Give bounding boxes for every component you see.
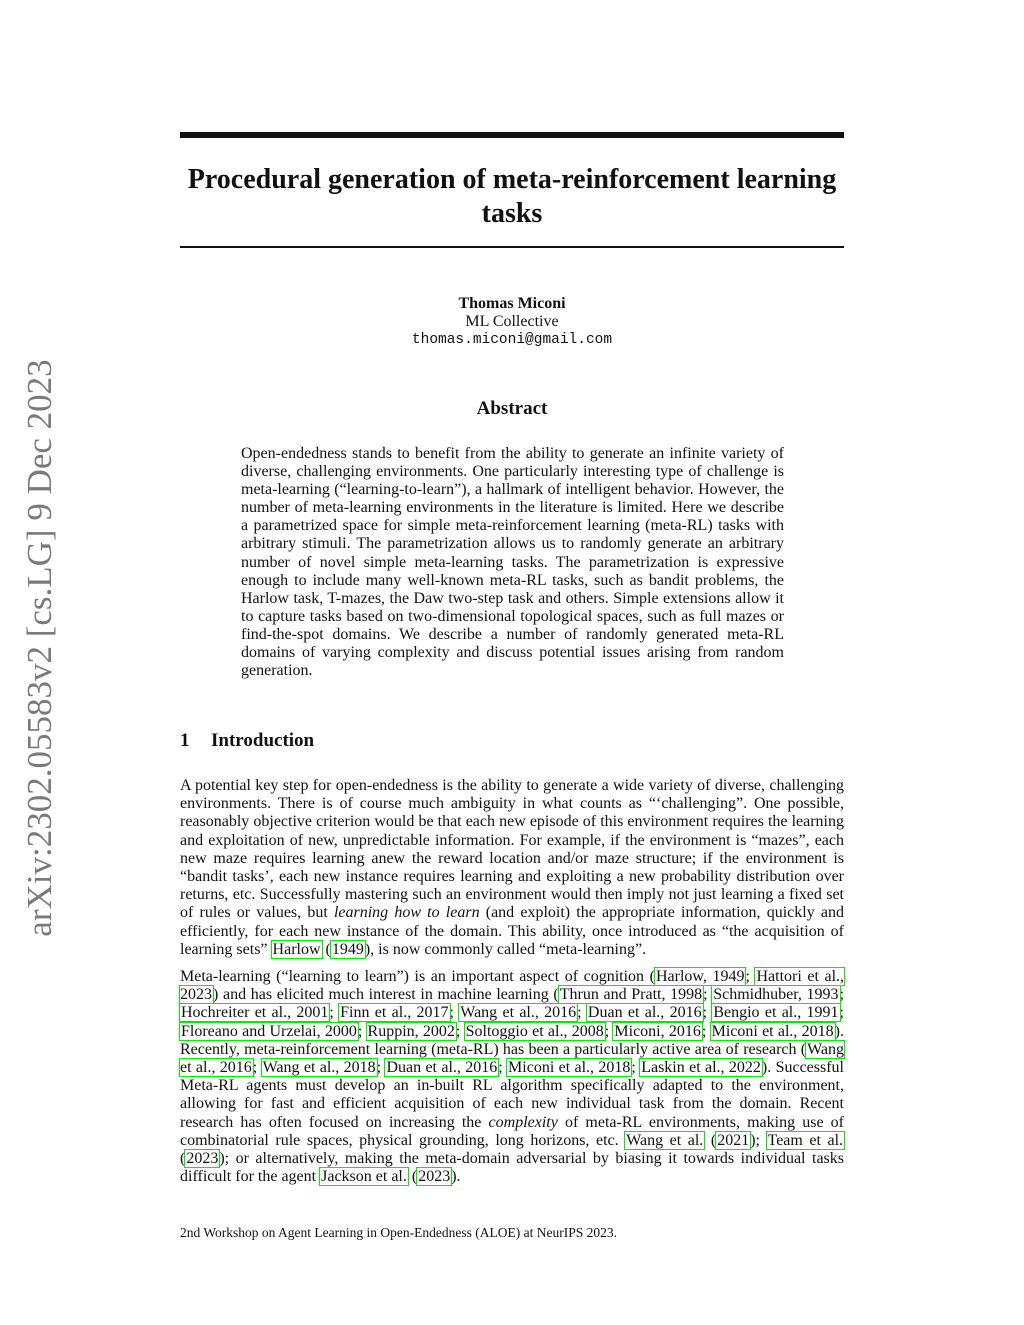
citation-link[interactable]: Wang et al., 2016 bbox=[460, 1004, 577, 1022]
paragraph-text: ; bbox=[498, 1059, 508, 1077]
citation-link[interactable]: Wang et al., 2016 bbox=[180, 1040, 844, 1077]
abstract-heading: Abstract bbox=[476, 398, 548, 419]
paragraph-text: ; bbox=[357, 1022, 367, 1040]
paragraph-text: of meta-RL environments, making use of combinatorial rule spaces, physical grounding, long horizons, etc. bbox=[180, 1113, 845, 1149]
paragraph-text: ). bbox=[451, 1168, 461, 1186]
author-affiliation: ML Collective bbox=[465, 313, 559, 330]
citation-link[interactable]: Duan et al., 2016 bbox=[386, 1059, 498, 1077]
emphasis-text: learning how to learn bbox=[333, 904, 480, 922]
citation-link[interactable]: Miconi et al., 2018 bbox=[508, 1059, 631, 1077]
citation-link[interactable]: Harlow, 1949 bbox=[655, 968, 745, 985]
paragraph-text: ( bbox=[704, 1131, 717, 1149]
citation-link[interactable]: Team et al. bbox=[767, 1131, 844, 1149]
citation-link[interactable]: Miconi, 2016 bbox=[614, 1022, 701, 1040]
arxiv-stamp bbox=[0, 360, 80, 935]
paragraph-text: ; bbox=[701, 1022, 711, 1040]
citation-link[interactable]: Laskin et al., 2022 bbox=[641, 1059, 761, 1077]
citation-link[interactable]: Soltoggio et al., 2008 bbox=[465, 1022, 604, 1040]
paragraph-text: ); or alternatively, making the meta-domain adversarial by biasing it towards individual tasks difficult for the agent bbox=[180, 1150, 844, 1186]
paragraph-text: ; bbox=[631, 1059, 641, 1077]
paragraph-text: ; bbox=[745, 968, 756, 985]
paragraph-text: ; bbox=[449, 1004, 460, 1022]
paragraph-text: A potential key step for open-endedness is the ability to generate a wide variety of diverse, challenging environments. There is of course much ambiguity in what counts as “‘challenging”. One possible, reasonably objective criterion would be that each new episode of this environment requires the learning and exploitation of new, unpredictable information. For example, if the environment is “mazes”, each new maze requires learning anew the reward location and/or maze structure; if the environment is “bandit tasks’, each new instance requires learning and exploiting a new probability distribution over returns, etc. Successfully mastering such an environment would then imply not just learning a fixed set of rules or values, but bbox=[180, 777, 844, 922]
citation-link[interactable]: Wang et al., 2018 bbox=[262, 1059, 376, 1077]
paragraph-text: Meta-learning (“learning to learn”) is an important aspect of cognition ( bbox=[180, 968, 655, 985]
citation-link[interactable]: Thrun and Pratt, 1998 bbox=[559, 986, 703, 1004]
citation-link[interactable]: Hattori et al., 2023 bbox=[180, 968, 845, 1004]
citation-link[interactable]: Duan et al., 2016 bbox=[587, 1004, 702, 1022]
author-name: Thomas Miconi bbox=[458, 295, 566, 312]
paragraph-text: ; bbox=[604, 1022, 614, 1040]
paragraph-text: ; bbox=[839, 1004, 844, 1022]
paper-title: Procedural generation of meta-reinforcement learning tasks bbox=[187, 164, 837, 229]
paragraph-text: ; bbox=[455, 1022, 465, 1040]
paragraph-text: ). Recently, meta-reinforcement learning (meta-RL) has been a particularly active area of research ( bbox=[180, 1022, 844, 1058]
paragraph-text: ; bbox=[839, 986, 845, 1004]
citation-link[interactable]: 2021 bbox=[717, 1131, 750, 1149]
paragraph-text: ) and has elicited much interest in machine learning ( bbox=[213, 986, 559, 1004]
paragraph-text: ), is now commonly called “meta-learning”. bbox=[364, 940, 647, 958]
author-block bbox=[180, 295, 844, 349]
paragraph-text: ; bbox=[252, 1059, 262, 1077]
section-title: Introduction bbox=[211, 730, 315, 751]
author-email: thomas.miconi@gmail.com bbox=[411, 332, 613, 348]
citation-link[interactable]: Bengio et al., 1991 bbox=[713, 1004, 839, 1022]
citation-link[interactable]: Miconi et al., 2018 bbox=[711, 1022, 834, 1040]
section-number: 1 bbox=[180, 730, 190, 751]
intro-paragraph-2 bbox=[180, 968, 844, 1186]
paragraph-text: (and exploit) the appropriate information, quickly and efficiently, for each new instance of the domain. This ability, once introduced as “the acquisition of learning sets” bbox=[180, 904, 844, 958]
paragraph-text: ; bbox=[329, 1004, 340, 1022]
paragraph-text: ). Successful Meta-RL agents must develop an in-built RL algorithm specifically adapted to the environment, allowing for fast and efficient acquisition of each new individual task from the domain. Recent research has often focused on increasing the bbox=[180, 1059, 844, 1131]
citation-link[interactable]: Jackson et al. bbox=[321, 1168, 407, 1186]
paragraph-text: ; bbox=[577, 1004, 587, 1022]
footnote: 2nd Workshop on Agent Learning in Open-Endedness (ALOE) at NeurIPS 2023. bbox=[180, 1225, 617, 1240]
citation-link[interactable]: Floreano and Urzelai, 2000 bbox=[181, 1022, 357, 1040]
paragraph-text: ( bbox=[180, 1150, 186, 1168]
intro-paragraph-1 bbox=[180, 777, 844, 959]
paragraph-text: ; bbox=[702, 1004, 713, 1022]
citation-link[interactable]: Wang et al. bbox=[626, 1131, 704, 1149]
section-heading bbox=[180, 730, 314, 752]
citation-link[interactable]: Finn et al., 2017 bbox=[340, 1004, 449, 1022]
abstract-text: Open-endedness stands to benefit from the ability to generate an infinite variety of diverse, challenging environments. One particularly interesting type of challenge is meta-learning (“learning-to-learn”), a hallmark of intelligent behavior. However, the number of meta-learning environments in the literature is limited. Here we describe a parametrized space for simple meta-reinforcement learning (meta-RL) tasks with arbitrary stimuli. The parametrization allows us to randomly generate an arbitrary number of novel simple meta-learning tasks. The parametrization is expressive enough to include many well-known meta-RL tasks, such as bandit problems, the Harlow task, T-mazes, the Daw two-step task and others. Simple extensions allow it to capture tasks based on two-dimensional topological spaces, such as full mazes or find-the-spot domains. We describe a number of randomly generated meta-RL domains of varying complexity and discuss potential issues arising from random generation. bbox=[241, 445, 784, 680]
citation-link[interactable]: Hochreiter et al., 2001 bbox=[181, 1004, 329, 1022]
paragraph-text: ); bbox=[750, 1131, 767, 1149]
title-rule-top bbox=[180, 132, 844, 138]
citation-link[interactable]: 2023 bbox=[186, 1150, 219, 1168]
citation-link[interactable]: 1949 bbox=[331, 940, 364, 958]
paragraph-text: ( bbox=[407, 1168, 418, 1186]
paragraph-text: ; bbox=[703, 986, 713, 1004]
paragraph-text: ( bbox=[321, 940, 331, 958]
citation-link[interactable]: Ruppin, 2002 bbox=[367, 1022, 455, 1040]
title-rule-bottom bbox=[180, 246, 844, 248]
paragraph-text: ; bbox=[376, 1059, 386, 1077]
arxiv-stamp-text: arXiv:2302.05583v2 [cs.LG] 9 Dec 2023 bbox=[20, 358, 59, 937]
citation-link[interactable]: Schmidhuber, 1993 bbox=[713, 986, 839, 1004]
citation-link[interactable]: Harlow bbox=[272, 940, 321, 958]
citation-link[interactable]: 2023 bbox=[418, 1168, 451, 1186]
emphasis-text: complexity bbox=[488, 1113, 558, 1131]
